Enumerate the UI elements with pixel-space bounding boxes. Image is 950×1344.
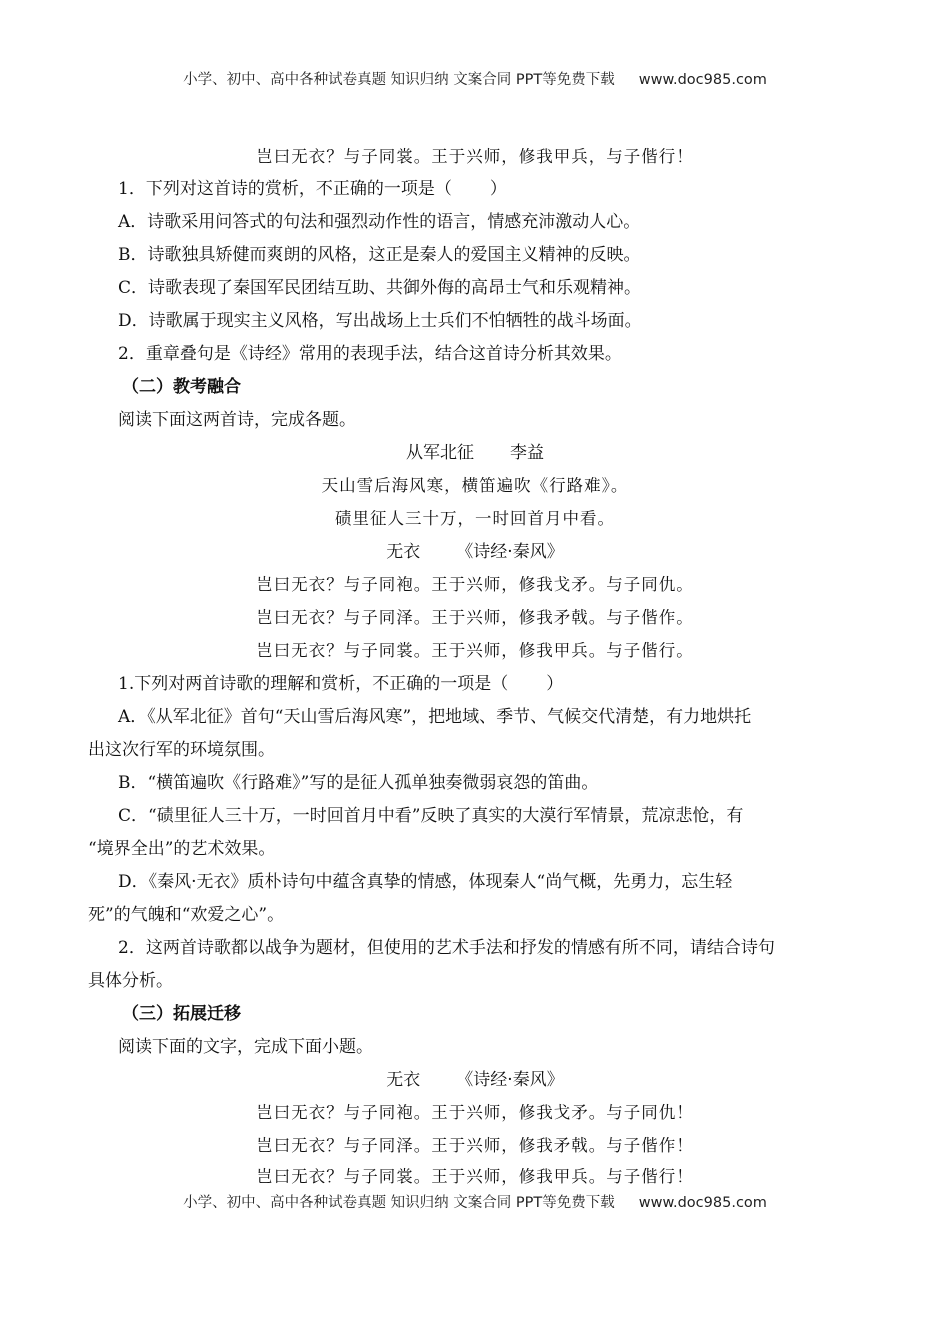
section3-poem-title-line xyxy=(0,1068,950,1092)
section2-option-d-line-1: D．《秦风·无衣》质朴诗句中蕴含真挚的情感，体现秦人“尚气概，先勇力，忘生轻 xyxy=(118,872,733,892)
footer-site-link[interactable]: www.doc985.com xyxy=(638,1195,767,1211)
part1-option-a: A．诗歌采用问答式的句法和强烈动作性的语言，情感充沛激动人心。 xyxy=(118,212,641,232)
poem1-line-2: 碛里征人三十万，一时回首月中看。 xyxy=(335,509,615,528)
section3-intro: 阅读下面的文字，完成下面小题。 xyxy=(118,1037,373,1057)
section2-heading: （二）教考融合 xyxy=(122,377,241,397)
footer-text: 小学、初中、高中各种试卷真题 知识归纳 文案合同 PPT等免费下载 xyxy=(183,1195,615,1211)
section3-poem-line-3: 岂曰无衣？与子同裳。王于兴师，修我甲兵。与子偕行！ xyxy=(256,1167,694,1186)
section3-heading: （三）拓展迁移 xyxy=(122,1004,241,1024)
section2-option-b: B．“横笛遍吹《行路难》”写的是征人孤单独奏微弱哀怨的笛曲。 xyxy=(118,773,599,793)
poem2-line-2: 岂曰无衣？与子同泽。王于兴师，修我矛戟。与子偕作。 xyxy=(256,608,694,627)
poem2-title: 无衣 xyxy=(386,542,421,562)
section2-question-1: 1.下列对两首诗歌的理解和赏析，不正确的一项是（ ） xyxy=(118,674,564,694)
poem2-line-1: 岂曰无衣？与子同袍。王于兴师，修我戈矛。与子同仇。 xyxy=(256,575,694,594)
section3-poem-line-2: 岂曰无衣？与子同泽。王于兴师，修我矛戟。与子偕作！ xyxy=(256,1136,694,1155)
header-site-link[interactable]: www.doc985.com xyxy=(638,72,767,88)
section3-poem-line-1: 岂曰无衣？与子同袍。王于兴师，修我戈矛。与子同仇！ xyxy=(256,1103,694,1122)
part1-question-1: 1．下列对这首诗的赏析，不正确的一项是（ ） xyxy=(118,179,507,199)
page-footer xyxy=(0,1191,950,1215)
page-header xyxy=(0,68,950,92)
poem1-author: 李益 xyxy=(510,443,544,463)
poem1-title: 从军北征 xyxy=(406,443,474,463)
header-text: 小学、初中、高中各种试卷真题 知识归纳 文案合同 PPT等免费下载 xyxy=(183,72,615,88)
section2-option-a-line-1: A．《从军北征》首句“天山雪后海风寒”，把地域、季节、气候交代清楚，有力地烘托 xyxy=(118,707,752,727)
part1-question-2: 2．重章叠句是《诗经》常用的表现手法，结合这首诗分析其效果。 xyxy=(118,344,622,364)
section2-option-d-line-2: 死”的气魄和“欢爱之心”。 xyxy=(88,905,285,925)
part1-option-b: B．诗歌独具矫健而爽朗的风格，这正是秦人的爱国主义精神的反映。 xyxy=(118,245,641,265)
poem2-title-line xyxy=(0,540,950,564)
section3-poem-title: 无衣 xyxy=(386,1070,421,1090)
section2-option-c-line-2: “境界全出”的艺术效果。 xyxy=(88,839,276,859)
section3-poem-source: 《诗经·秦风》 xyxy=(456,1070,564,1090)
part1-option-c: C．诗歌表现了秦国军民团结互助、共御外侮的高昂士气和乐观精神。 xyxy=(118,278,642,298)
section2-option-c-line-1: C．“碛里征人三十万，一时回首月中看”反映了真实的大漠行军情景，荒凉悲怆，有 xyxy=(118,806,744,826)
section2-question-2-line-1: 2．这两首诗歌都以战争为题材，但使用的艺术手法和抒发的情感有所不同，请结合诗句 xyxy=(118,938,775,958)
poem2-source: 《诗经·秦风》 xyxy=(456,542,564,562)
poem1-line-1: 天山雪后海风寒，横笛遍吹《行路难》。 xyxy=(321,476,629,495)
section2-question-2-line-2: 具体分析。 xyxy=(88,971,173,991)
poem1-title-line xyxy=(0,441,950,465)
poem2-line-3: 岂曰无衣？与子同裳。王于兴师，修我甲兵。与子偕行。 xyxy=(256,641,694,660)
top-poem-line: 岂曰无衣？与子同裳。王于兴师，修我甲兵，与子偕行！ xyxy=(256,147,694,166)
part1-option-d: D．诗歌属于现实主义风格，写出战场上士兵们不怕牺牲的战斗场面。 xyxy=(118,311,642,331)
section2-intro: 阅读下面这两首诗，完成各题。 xyxy=(118,410,356,430)
section2-option-a-line-2: 出这次行军的环境氛围。 xyxy=(88,740,275,760)
